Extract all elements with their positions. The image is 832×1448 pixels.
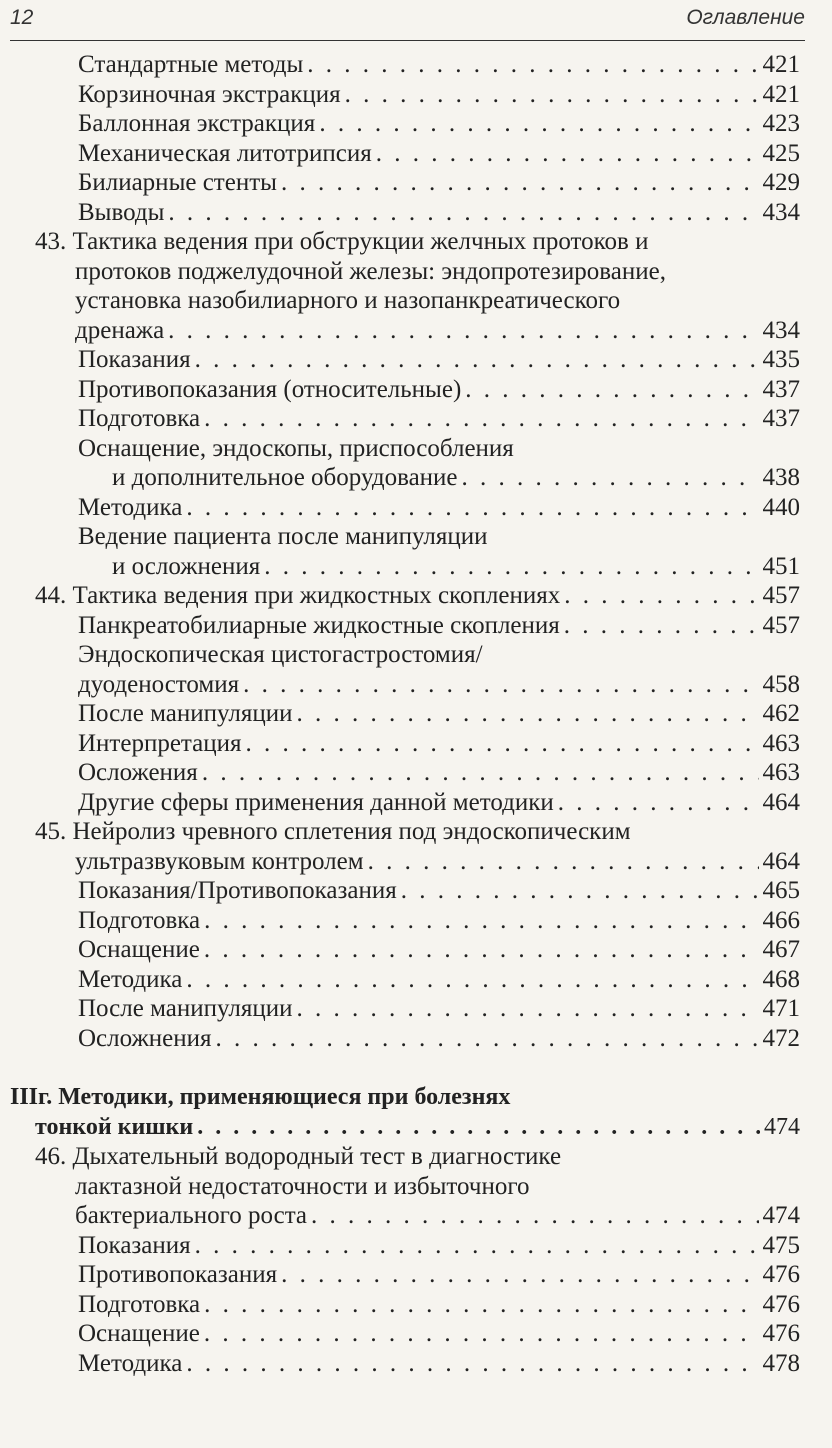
toc-page-number: 474 <box>764 1113 800 1140</box>
toc-entry <box>10 345 800 375</box>
toc-entry-title: После манипуляции <box>78 995 293 1022</box>
toc-entry <box>10 109 800 139</box>
toc-entry-title: бактериального роста <box>75 1202 308 1229</box>
toc-page-number: 463 <box>762 729 800 757</box>
toc-entry-title: Корзиночная экстракция <box>78 80 341 108</box>
dot-leader <box>168 316 758 346</box>
toc-entry-line: протоков поджелудочной железы: эндопротезирование, <box>75 257 666 285</box>
toc-entry-title: Выводы <box>78 198 165 226</box>
toc-entry-title: Билиарные стенты <box>78 169 277 196</box>
toc-entry <box>10 1201 800 1231</box>
toc-entry-title: Противопоказания <box>78 1261 278 1288</box>
toc-entry-title: Осложнения <box>78 1024 212 1052</box>
toc-entry <box>10 581 800 611</box>
toc-entry-title: После манипуляции <box>78 700 293 727</box>
toc-entry <box>10 611 800 641</box>
toc-entry-line: 43. Тактика ведения при обструкции желчных протоков и <box>35 228 649 255</box>
toc-entry <box>10 788 800 818</box>
toc-entry <box>10 699 800 729</box>
toc-page-number: 467 <box>762 936 800 963</box>
toc-entry <box>10 965 800 995</box>
toc-entry-line: лактазной недостаточности и избыточного <box>75 1172 530 1200</box>
toc-entry-title: Методика <box>78 1349 183 1377</box>
toc-entry-title: тонкой кишки <box>35 1113 194 1140</box>
dot-leader <box>297 994 759 1024</box>
dot-leader <box>368 847 759 877</box>
toc-entry-title: Панкреатобилиарные жидкостные скопления <box>78 611 560 639</box>
toc-page-number: 429 <box>762 169 800 196</box>
toc-entry-line: 46. Дыхательный водородный тест в диагностике <box>35 1143 562 1170</box>
toc-page-number: 475 <box>762 1231 800 1259</box>
toc-entry <box>10 847 800 877</box>
toc-entry-title: Баллонная экстракция <box>78 110 316 137</box>
toc-page-number: 457 <box>762 611 800 639</box>
toc-entry <box>10 1260 800 1290</box>
dot-leader <box>204 404 758 434</box>
toc-page-number: 458 <box>762 670 800 698</box>
dot-leader <box>204 1319 759 1349</box>
toc-entry <box>10 1024 800 1054</box>
dot-leader <box>204 906 758 936</box>
toc-entry <box>10 552 800 582</box>
toc-entry-line: установка назобилиарного и назопанкреатического <box>75 287 621 314</box>
toc-entry-title: Методика <box>78 493 183 521</box>
dot-leader <box>197 1113 760 1143</box>
toc-page-number: 476 <box>762 1290 800 1318</box>
table-of-contents <box>10 50 800 1378</box>
toc-entry-title: Другие сферы применения данной методики <box>78 788 554 816</box>
dot-leader <box>216 1024 759 1054</box>
dot-leader <box>204 935 759 965</box>
dot-leader <box>462 463 759 493</box>
toc-page-number: 476 <box>762 1320 800 1347</box>
toc-entry <box>10 935 800 965</box>
toc-entry-title: Подготовка <box>78 906 201 934</box>
toc-entry <box>10 729 800 759</box>
toc-entry-line: 45. Нейролиз чревного сплетения под эндоскопическим <box>35 818 631 845</box>
toc-entry-line: Ведение пациента после манипуляции <box>78 523 488 550</box>
toc-entry-title: Стандартные методы <box>78 51 304 78</box>
toc-entry <box>10 1290 800 1320</box>
toc-page-number: 457 <box>762 582 800 609</box>
toc-entry-title: Подготовка <box>78 405 201 432</box>
toc-page-number: 434 <box>762 198 800 226</box>
toc-entry-title: Показания/Противопоказания <box>78 877 397 904</box>
toc-entry-title: Механическая литотрипсия <box>78 139 372 167</box>
toc-entry-title: ультразвуковым контролем <box>75 847 364 875</box>
toc-entry-title: и осложнения <box>112 552 261 580</box>
dot-leader <box>243 670 758 700</box>
dot-leader <box>311 1201 758 1231</box>
toc-entry-title: Подготовка <box>78 1290 201 1318</box>
running-header <box>10 0 805 41</box>
toc-entry <box>10 404 800 434</box>
toc-page-number: 437 <box>762 375 800 403</box>
toc-page-number: 435 <box>762 346 800 373</box>
toc-entry <box>10 375 800 405</box>
toc-entry <box>10 316 800 346</box>
dot-leader <box>376 139 759 169</box>
toc-page-number: 437 <box>762 405 800 432</box>
toc-page-number: 462 <box>762 700 800 727</box>
toc-entry <box>10 1349 800 1379</box>
page-number: 12 <box>10 6 34 29</box>
dot-leader <box>186 493 758 523</box>
toc-page-number: 423 <box>762 110 800 137</box>
toc-page-number: 421 <box>762 51 800 78</box>
toc-entry-title: и дополнительное оборудование <box>112 464 458 491</box>
dot-leader <box>465 375 758 405</box>
running-title: Оглавление <box>686 6 805 29</box>
toc-entry-title: Методика <box>78 965 183 993</box>
dot-leader <box>264 552 758 582</box>
dot-leader <box>281 168 759 198</box>
toc-page-number: 472 <box>762 1024 800 1052</box>
toc-page-number: 464 <box>762 847 800 875</box>
toc-page-number: 478 <box>762 1349 800 1377</box>
toc-entry <box>10 80 800 110</box>
toc-entry <box>10 463 800 493</box>
toc-page-number: 466 <box>762 906 800 934</box>
toc-page-number: 451 <box>762 552 800 580</box>
dot-leader <box>195 1231 759 1261</box>
dot-leader <box>204 1290 758 1320</box>
toc-entry <box>10 670 800 700</box>
section-gap <box>10 1053 800 1083</box>
toc-entry <box>10 1231 800 1261</box>
toc-page-number: 438 <box>762 464 800 491</box>
toc-entry-title: Оснащение <box>78 936 200 963</box>
toc-page-number: 474 <box>762 1202 800 1229</box>
toc-entry-line: Оснащение, эндоскопы, приспособления <box>78 434 514 462</box>
toc-page-number: 434 <box>762 316 800 344</box>
dot-leader <box>307 50 758 80</box>
dot-leader <box>345 80 759 110</box>
toc-entry-title: Интерпретация <box>78 729 242 757</box>
toc-entry-title: Осложения <box>78 759 198 786</box>
toc-page-number: 464 <box>762 788 800 816</box>
dot-leader <box>168 198 758 228</box>
toc-entry-line: Эндоскопическая цистогастростомия/ <box>78 641 483 668</box>
dot-leader <box>564 581 758 611</box>
dot-leader <box>319 109 758 139</box>
toc-entry <box>10 139 800 169</box>
toc-entry-line: IIIг. Методики, применяющиеся при болезнях <box>10 1084 511 1110</box>
dot-leader <box>281 1260 758 1290</box>
toc-page-number: 468 <box>762 965 800 993</box>
toc-page-number: 476 <box>762 1261 800 1288</box>
toc-entry <box>10 168 800 198</box>
toc-entry-title: Показания <box>78 346 191 373</box>
toc-entry-title: дуоденостомия <box>78 670 240 698</box>
toc-entry-title: дренажа <box>75 316 165 344</box>
toc-entry <box>10 1319 800 1349</box>
dot-leader <box>186 1349 758 1379</box>
toc-entry <box>10 198 800 228</box>
toc-entry <box>10 906 800 936</box>
toc-page-number: 463 <box>762 759 800 786</box>
dot-leader <box>297 699 759 729</box>
toc-entry-title: Противопоказания (относительные) <box>78 375 462 403</box>
toc-entry <box>10 758 800 788</box>
toc-entry <box>10 493 800 523</box>
dot-leader <box>564 611 759 641</box>
toc-entry <box>10 876 800 906</box>
dot-leader <box>202 758 759 788</box>
toc-page-number: 440 <box>762 493 800 521</box>
toc-entry <box>10 1113 800 1143</box>
toc-page-number: 465 <box>762 877 800 904</box>
toc-page-number: 425 <box>762 139 800 167</box>
toc-page-number: 421 <box>762 80 800 108</box>
toc-entry-title: Показания <box>78 1231 191 1259</box>
toc-entry-title: 44. Тактика ведения при жидкостных скоплениях <box>35 582 561 609</box>
toc-entry <box>10 50 800 80</box>
toc-page-number: 471 <box>762 995 800 1022</box>
dot-leader <box>558 788 759 818</box>
toc-entry <box>10 994 800 1024</box>
dot-leader <box>186 965 758 995</box>
dot-leader <box>195 345 759 375</box>
dot-leader <box>246 729 759 759</box>
dot-leader <box>401 876 759 906</box>
toc-entry-title: Оснащение <box>78 1320 200 1347</box>
